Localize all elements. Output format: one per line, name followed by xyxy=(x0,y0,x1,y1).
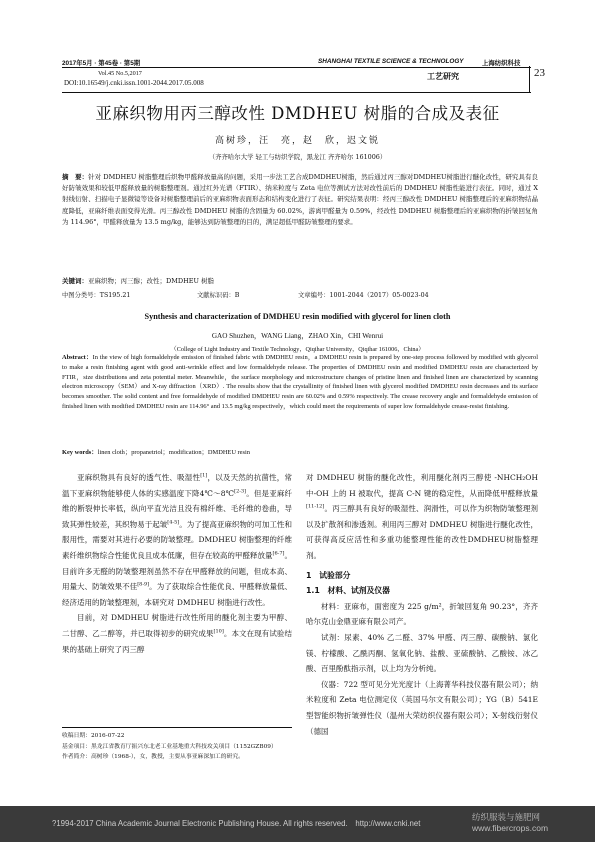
journal-name-cn: 上海纺织科技 xyxy=(482,60,521,67)
volume-number: Vol.45 No.5,2017 xyxy=(98,70,142,77)
body-paragraph: 材料：亚麻布，面密度为 225 g/m²，折皱回复角 90.23°，齐齐哈尔克山金鼎亚麻有限公司产。 xyxy=(306,601,538,627)
copyright-notice: ?1994-2017 China Academic Journal Electronic Publishing House. All rights reserved. http://www.cnki.net xyxy=(52,819,421,828)
keywords-en-text: linen cloth；propanetriol；modification；DMDHEU resin xyxy=(97,449,250,456)
abstract-cn-label: 摘 要： xyxy=(62,173,89,181)
footnote xyxy=(62,727,292,763)
body-left-column xyxy=(62,470,292,657)
document-code: 文献标识码：B xyxy=(197,292,240,299)
header-rule-lower xyxy=(62,92,531,93)
watermark-url: www.fibercrops.com xyxy=(472,823,549,833)
body-paragraph: 对 DMDHEU 树脂的醚化改性，利用醚化剂丙三醇使 -NHCH₂OH中-OH 上的 H 被取代，提高 C-N 键的稳定性，从而降低甲醛释放量[11-12]。丙三醇具有良好的吸湿性、润滑性，可以作为织物防皱整理剂以及扩散剂和渗透剂。利用丙三醇对 DMDHEU 树脂进行醚化改性，可获得高反应活性和多重功能整理性能的改性DMDHEU树脂整理剂。 xyxy=(306,473,538,560)
journal-issue: 2017年5月 · 第45卷 · 第5期 xyxy=(62,60,141,67)
clc-number: 中图分类号：TS195.21 xyxy=(62,292,131,299)
abstract-en-label: Abstract： xyxy=(62,354,93,361)
affiliation-en: （College of Light Industry and Textile Technology，Qiqihar University，Qiqihar 161006，China） xyxy=(170,346,425,353)
section-label: 工艺研究 xyxy=(427,72,459,81)
abstract-cn-text: 针对 DMDHEU 树脂整理后织物甲醛释放量高的问题，采用一步法工艺合成DMDHEU树脂，然后通过丙三醇对DMDHEU树脂进行醚化改性，研究具有良好防皱效果和较低甲醛释放量的树脂整理剂。通过红外光谱（FTIR）、纳米粒度与 Zeta 电位等测试方法对改性前后的 DMDHEU 树脂性能进行表征。同时，通过 X 射线衍射、扫描电子显微镜等设备对树脂整理前后的亚麻织物表面形态和结构变化进行了表征。研究结果表明：经丙三醇改性 DMDHEU 树脂整理后的亚麻织物结晶度降低，亚麻纤维表面变得光滑。丙三醇改性 DMDHEU 树脂的含固量为 60.02%，游离甲醛量为 0.59%，经改性 DMDHEU 树脂整理后的亚麻织物的折皱回复角为 114.96°，甲醛释放量为 13.5 mg/kg，能够达到防皱整理的目的，满足超低甲醛防皱整理的要求。 xyxy=(62,173,539,226)
fund-project: 基金项目：黑龙江省教育厅振兴东北老工业基地重大科技攻关项目（1152GZB09） xyxy=(62,743,277,750)
author-bio: 作者简介：高树珍（1968-），女，教授，主要从事亚麻深加工的研究。 xyxy=(62,754,244,760)
page-divider xyxy=(529,66,530,92)
received-date: 收稿日期：2016-07-22 xyxy=(62,733,125,739)
abstract-en-text: In the view of high formaldehyde emission of finished fabric with DMDHEU resin，a DMDHEU resin is prepared by one-step process followed by modified with glycerol to make a resin finishing agent with good anti-wrinkle effect and low formaldehyde release. The properties of DMDHEU resin and modified DMDHEU resin are characterized by FTIR，size distributions and zeta potential meter. Meanwhile，the surface morphology and microstructure changes of pristine linen and finished linen are characterized by scanning electron microscopy（SEM）and X-ray diffraction（XRD）. The results show that the crystallinity of finished linen with glycerol modified DMDHEU resin decreases and its surface becomes smoother. The solid content and free formaldehyde of modified DMDHEU resin are 60.02% and 0.59% respectively. The crease recovery angle and formaldehyde emission of finished linen with modified DMDHEU resin are 114.96° and 13.5 mg/kg respectively，which could meet the requirements of super low formaldehyde crease-resist finishing. xyxy=(62,354,539,410)
keywords-cn-label: 关键词： xyxy=(62,277,88,285)
article-number: 文章编号：1001-2044（2017）05-0023-04 xyxy=(298,292,429,299)
keywords-cn xyxy=(62,276,538,285)
page-number: 23 xyxy=(534,67,545,79)
body-paragraph: 试剂：尿素、40% 乙二醛、37% 甲醛、丙三醇、碳酸钠、氯化镁、柠檬酸、乙酰丙酮、氢氧化钠、盐酸、亚硫酸钠、乙酸铵、冰乙酸、百里酚酞指示剂，以上均为分析纯。 xyxy=(306,632,538,674)
affiliation-cn: （齐齐哈尔大学 轻工与纺织学院，黑龙江 齐齐哈尔 161006） xyxy=(208,153,387,161)
body-paragraph: 目前，对 DMDHEU 树脂进行改性所用的醚化剂主要为甲醇、二甘醇、乙二醇等，并已取得初步的研究成果[10]。本文在现有试验结果的基础上研究了丙三醇 xyxy=(62,613,293,654)
body-paragraph: 仪器：722 型可见分光光度计（上海菁华科技仪器有限公司）；纳米粒度和 Zeta 电位测定仪（英国马尔文有限公司）；YG（B）541E 型智能织物折皱弹性仪（温州大荣纺织仪器有限公司）；X-射线衍射仪（德国 xyxy=(306,679,538,736)
authors-cn: 高树珍，汪 亮，赵 欣，迟文锐 xyxy=(214,136,380,146)
title-cn: 亚麻织物用丙三醇改性 DMDHEU 树脂的合成及表征 xyxy=(95,104,500,123)
doi: DOI:10.16549/j.cnki.issn.1001-2044.2017.05.008 xyxy=(64,79,204,87)
body-right-column xyxy=(306,470,538,739)
authors-en: GAO Shuzhen，WANG Liang，ZHAO Xin，CHI Wenrui xyxy=(211,332,384,340)
subsection-heading: 1.1 材料、试剂及仪器 xyxy=(306,586,390,596)
title-en: Synthesis and characterization of DMDHEU resin modified with glycerol for linen cloth xyxy=(144,312,451,321)
abstract-cn xyxy=(62,172,538,228)
section-heading: 1 试验部分 xyxy=(306,570,351,580)
header-rule xyxy=(62,67,531,68)
keywords-cn-text: 亚麻织物；丙三醇；改性；DMDHEU 树脂 xyxy=(88,277,215,285)
keywords-en xyxy=(62,447,538,456)
watermark xyxy=(472,812,548,834)
watermark-cn: 纺织服装与施肥网 xyxy=(472,812,541,822)
abstract-en xyxy=(62,353,538,412)
journal-name-en: SHANGHAI TEXTILE SCIENCE & TECHNOLOGY xyxy=(318,58,464,65)
keywords-en-label: Key words： xyxy=(62,449,98,456)
body-paragraph: 亚麻织物具有良好的透气性、吸湿性[1]，以及天然的抗菌性，常温下亚麻织物能够使人体的实感温度下降4℃～8℃[2-3]。但是亚麻纤维的断裂伸长率低，纵向平直光洁且没有棉纤维、毛纤维的卷曲，导致其弹性较差，其织物易于起皱[4-5]。为了提高亚麻织物的可加工性和服用性，需要对其进行必要的防皱整理。DMDHEU 树脂整理的纤维素纤维织物综合性能优良且成本低廉，但存在较高的甲醛释放量[6-7]。目前许多无醛的防皱整理剂虽然不存在甲醛释放的问题，但成本高、用量大、防皱效果不佳[8-9]。为了获取综合性能优良、甲醛释放量低、经济适用的防皱整理剂，本研究对 DMDHEU 树脂进行改性。 xyxy=(62,472,293,607)
